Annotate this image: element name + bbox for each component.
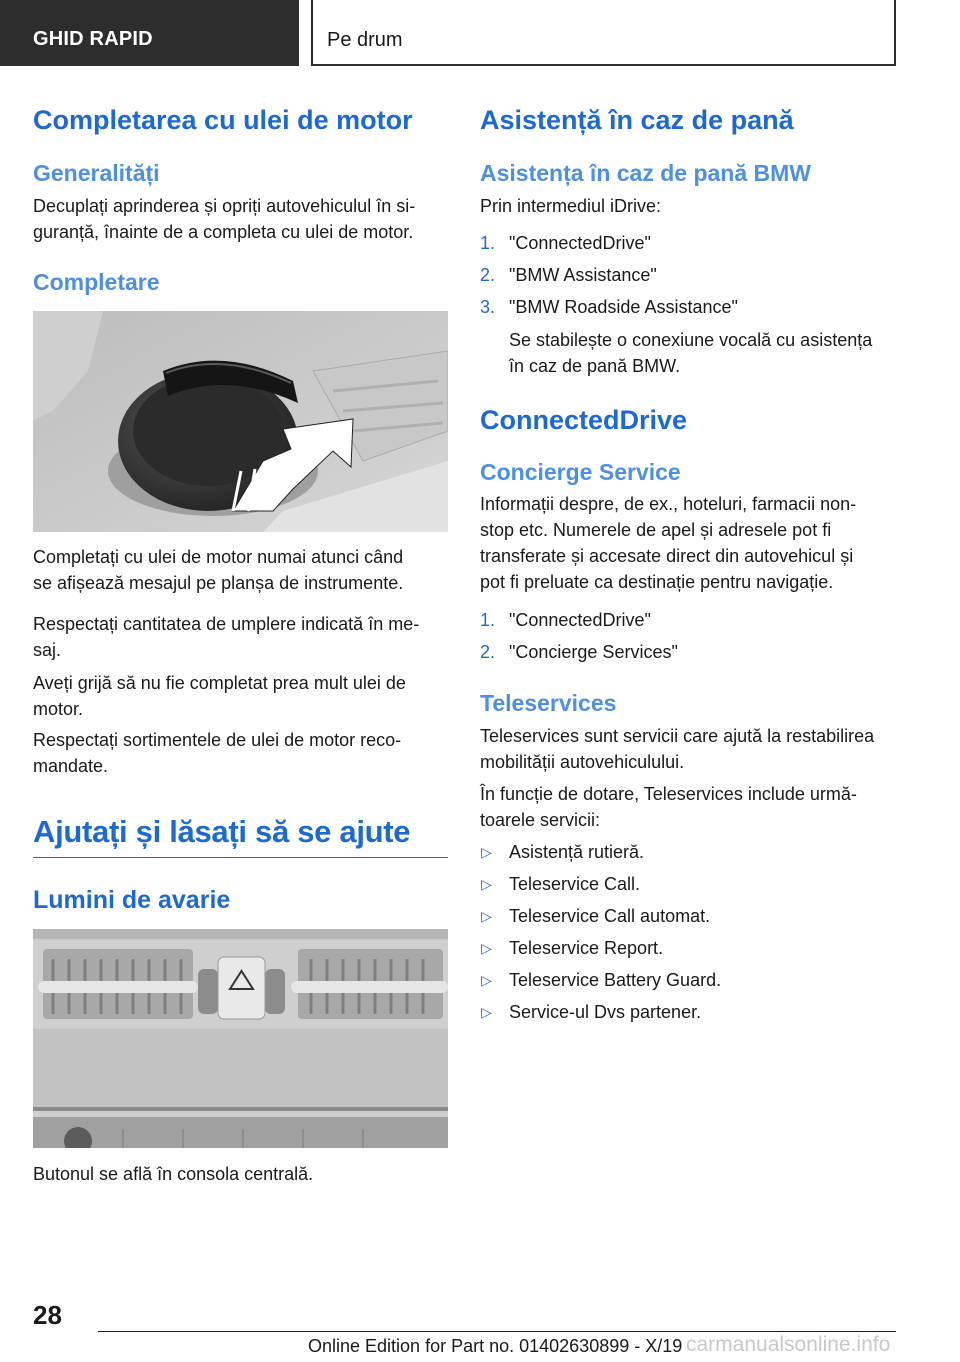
para-tele-1: Teleservices sunt servicii care ajută la restabilirea mobilității autovehiculului.: [480, 726, 875, 772]
para-fill-1: Completați cu ulei de motor numai atunci când se afișează mesajul pe planșa de instrumente.: [33, 547, 404, 593]
list-item: 1. "ConnectedDrive": [480, 233, 651, 253]
chapter-title: Pe drum: [327, 29, 403, 51]
watermark: carmanualsonline.info: [686, 1333, 891, 1356]
heading-connecteddrive: ConnectedDrive: [480, 405, 688, 435]
footer-rule: [98, 1331, 896, 1332]
section-tab: [0, 0, 299, 66]
para-fill-3: Aveți grijă să nu fie completat prea mult ulei de motor.: [33, 673, 406, 719]
list-item: 1. "ConnectedDrive": [480, 610, 651, 630]
edition-text: Online Edition for Part no. 01402630899 - X/19: [308, 1336, 683, 1356]
para-general: Decuplați aprinderea și opriți autovehiculul în si- guranță, înainte de a completa cu ulei de motor.: [33, 196, 416, 242]
step3-note: Se stabilește o conexiune vocală cu asistența în caz de pană BMW.: [509, 330, 873, 376]
list-item: ▷ Service-ul Dvs partener.: [480, 999, 900, 1025]
heading-bmw-assist: Asistența în caz de pană BMW: [480, 160, 812, 186]
bullet-triangle-icon: ▷: [481, 972, 492, 988]
bullet-triangle-icon: ▷: [481, 844, 492, 860]
section-title: GHID RAPID: [33, 28, 153, 50]
list-item: ▷ Asistență rutieră.: [480, 839, 900, 865]
heading-help: Ajutați și lăsați să se ajute: [33, 814, 411, 849]
breakdown-steps: [480, 230, 900, 324]
oil-cap-figure: [33, 311, 448, 532]
heading-concierge: Concierge Service: [480, 459, 681, 485]
heading-fill: Completare: [33, 269, 160, 295]
list-item: ▷ Teleservice Report.: [480, 935, 900, 961]
hazard-button-figure: [33, 929, 448, 1148]
center-console-illustration: [33, 929, 448, 1148]
bullet-triangle-icon: ▷: [481, 940, 492, 956]
oil-cap-illustration: [33, 311, 448, 532]
list-item: ▷ Teleservice Call automat.: [480, 903, 900, 929]
page-number: 28: [33, 1300, 62, 1330]
para-hazard: Butonul se află în consola centrală.: [33, 1164, 314, 1184]
bullet-triangle-icon: ▷: [481, 876, 492, 892]
heading-breakdown: Asistență în caz de pană: [480, 105, 794, 135]
list-item: 2. "Concierge Services": [480, 642, 678, 662]
heading-general: Generalități: [33, 160, 160, 186]
heading-teleservices: Teleservices: [480, 690, 617, 716]
bullet-triangle-icon: ▷: [481, 1004, 492, 1020]
bullet-triangle-icon: ▷: [481, 908, 492, 924]
list-item: 2. "BMW Assistance": [480, 265, 657, 285]
chapter-tab: [311, 0, 896, 66]
list-item: ▷ Teleservice Battery Guard.: [480, 967, 900, 993]
para-fill-2: Respectați cantitatea de umplere indicată în me- saj.: [33, 614, 420, 660]
section-rule: [33, 857, 448, 858]
para-fill-4: Respectați sortimentele de ulei de motor reco- mandate.: [33, 730, 402, 776]
list-item: ▷ Teleservice Call.: [480, 871, 900, 897]
para-concierge: Informații despre, de ex., hoteluri, farmacii non- stop etc. Numerele de apel și adresele pot fi transferate și accesate direct din autovehicul și pot fi preluate ca destinație pentru navigație.: [480, 494, 857, 592]
list-item: 3. "BMW Roadside Assistance": [480, 297, 738, 317]
para-tele-2: În funcție de dotare, Teleservices include urmă- toarele servicii:: [480, 784, 857, 830]
heading-oil-fill: Completarea cu ulei de motor: [33, 105, 413, 135]
para-idrive: Prin intermediul iDrive:: [480, 196, 662, 216]
heading-hazard: Lumini de avarie: [33, 886, 231, 914]
concierge-steps: [480, 607, 900, 665]
services-list: [480, 839, 900, 1025]
